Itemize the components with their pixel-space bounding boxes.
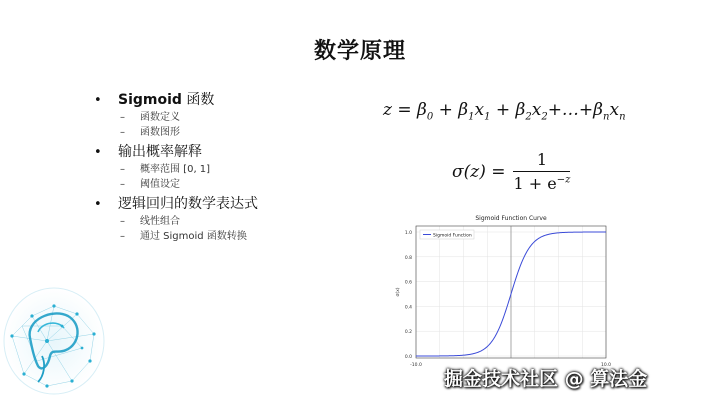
formula-subscript: 1 bbox=[468, 111, 475, 123]
brain-network-image bbox=[2, 286, 106, 396]
slide-title: 数学原理 bbox=[313, 39, 406, 64]
chart-title: Sigmoid Function Curve bbox=[475, 215, 547, 222]
y-tick-label: 0.0 bbox=[404, 355, 412, 360]
formula-term: x bbox=[531, 100, 542, 120]
formula-term: x bbox=[609, 100, 620, 120]
sub-bullet: – 通过 Sigmoid 函数转换 bbox=[92, 229, 352, 244]
formula-term: + β bbox=[433, 100, 469, 120]
formula-term: + β bbox=[490, 100, 526, 120]
sub-bullet: – 函数图形 bbox=[92, 125, 352, 140]
denominator-exponent: −z bbox=[556, 174, 571, 186]
formula-subscript: n bbox=[619, 111, 626, 123]
bullet-expression: • 逻辑回归的数学表达式 bbox=[92, 195, 352, 214]
chart-svg bbox=[390, 210, 616, 374]
bullet-sigmoid-bold: Sigmoid bbox=[118, 92, 182, 108]
sigmoid-formula bbox=[452, 150, 570, 193]
x-tick-label: -10.0 bbox=[410, 363, 422, 368]
y-tick-label: 1.0 bbox=[404, 231, 412, 236]
formula-subscript: 2 bbox=[541, 111, 548, 123]
sigmoid-fraction bbox=[513, 150, 570, 193]
sigmoid-chart bbox=[390, 210, 616, 374]
y-axis-label: σ(x) bbox=[396, 287, 401, 297]
y-tick-label: 0.8 bbox=[404, 255, 412, 261]
sub-bullet: – 概率范围 [0, 1] bbox=[92, 162, 352, 177]
formula-subscript: 0 bbox=[426, 111, 434, 123]
y-tick-label: 0.6 bbox=[404, 280, 412, 286]
legend-label: Sigmoid Function bbox=[433, 233, 472, 239]
denominator-base: 1 + e bbox=[513, 174, 557, 193]
watermark-text: 掘金技术社区 @ 算法金 bbox=[444, 368, 648, 390]
formula-subscript: n bbox=[603, 111, 610, 123]
sigmoid-numerator: 1 bbox=[536, 150, 548, 169]
bullet-sigmoid bbox=[92, 91, 352, 110]
formula-subscript: 1 bbox=[484, 111, 491, 123]
formula-term: β bbox=[417, 100, 427, 120]
bullet-list bbox=[92, 88, 352, 244]
formula-term: x bbox=[474, 100, 485, 120]
bullet-sigmoid-rest: 函数 bbox=[181, 92, 215, 108]
sigmoid-denominator bbox=[513, 172, 570, 193]
y-tick-label: 0.2 bbox=[404, 330, 412, 336]
y-tick-label: 0.4 bbox=[404, 305, 412, 311]
sub-bullet: – 线性组合 bbox=[92, 214, 352, 229]
formula-term: +…+β bbox=[547, 100, 604, 120]
bullet-probability: • 输出概率解释 bbox=[92, 143, 352, 162]
formula-subscript: 2 bbox=[525, 111, 532, 123]
linear-combination-formula bbox=[383, 100, 626, 122]
formula-lhs: z = bbox=[383, 100, 412, 120]
sub-bullet: – 函数定义 bbox=[92, 110, 352, 125]
sub-bullet: – 阈值设定 bbox=[92, 177, 352, 192]
x-tick-label: 10.0 bbox=[600, 363, 612, 368]
sigmoid-lhs: σ(z) = bbox=[452, 161, 506, 182]
